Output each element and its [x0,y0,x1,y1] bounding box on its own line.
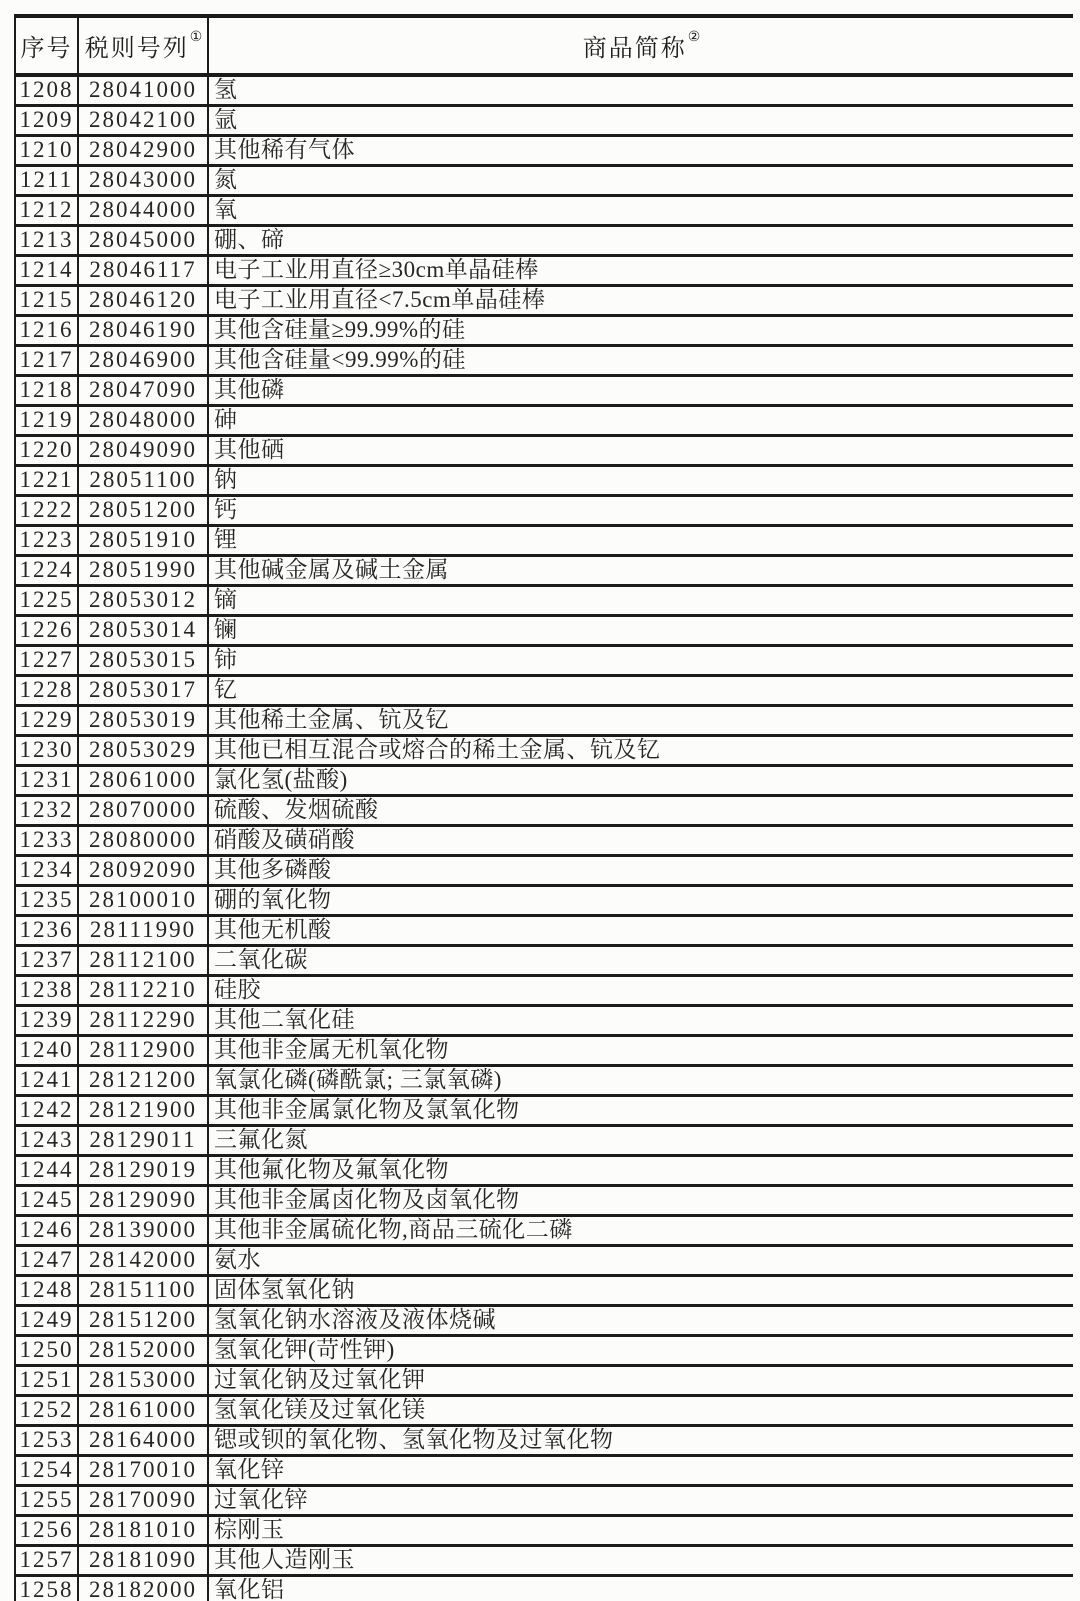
cell-name: 钇 [208,676,1073,706]
cell-seq: 1225 [15,586,78,616]
cell-name: 硼的氧化物 [208,886,1073,916]
table-row [15,796,1073,826]
cell-code: 28100010 [78,886,208,916]
table-row [15,496,1073,526]
cell-name: 氧氯化磷(磷酰氯; 三氯氧磷) [208,1066,1073,1096]
cell-seq: 1242 [15,1096,78,1126]
cell-name: 氢氧化钾(苛性钾) [208,1336,1073,1366]
cell-seq: 1258 [15,1576,78,1601]
cell-code: 28151100 [78,1276,208,1306]
cell-seq: 1239 [15,1006,78,1036]
cell-code: 28053029 [78,736,208,766]
table-header-row [15,16,1073,75]
cell-name: 砷 [208,406,1073,436]
table-row [15,1426,1073,1456]
cell-code: 28153000 [78,1366,208,1396]
cell-seq: 1216 [15,316,78,346]
cell-seq: 1243 [15,1126,78,1156]
cell-name: 钠 [208,466,1073,496]
cell-name: 氯化氢(盐酸) [208,766,1073,796]
table-row [15,556,1073,586]
cell-name: 氩 [208,106,1073,136]
cell-seq: 1250 [15,1336,78,1366]
cell-code: 28112290 [78,1006,208,1036]
cell-code: 28051990 [78,556,208,586]
cell-code: 28045000 [78,226,208,256]
cell-code: 28046117 [78,256,208,286]
cell-name: 其他非金属无机氧化物 [208,1036,1073,1066]
cell-seq: 1209 [15,106,78,136]
cell-code: 28053014 [78,616,208,646]
cell-seq: 1228 [15,676,78,706]
cell-name: 电子工业用直径<7.5cm单晶硅棒 [208,286,1073,316]
table-row [15,1336,1073,1366]
table-row [15,676,1073,706]
table-row [15,376,1073,406]
cell-name: 其他已相互混合或熔合的稀土金属、钪及钇 [208,736,1073,766]
cell-code: 28046900 [78,346,208,376]
table-row [15,286,1073,316]
table-row [15,1486,1073,1516]
cell-seq: 1237 [15,946,78,976]
cell-name: 硫酸、发烟硫酸 [208,796,1073,826]
cell-code: 28041000 [78,75,208,106]
table-row [15,1096,1073,1126]
cell-seq: 1255 [15,1486,78,1516]
cell-seq: 1246 [15,1216,78,1246]
cell-seq: 1252 [15,1396,78,1426]
cell-seq: 1257 [15,1546,78,1576]
footnote-marker-1: ① [189,30,203,45]
cell-code: 28051910 [78,526,208,556]
table-row [15,436,1073,466]
cell-code: 28044000 [78,196,208,226]
table-row [15,1036,1073,1066]
cell-code: 28051100 [78,466,208,496]
cell-name: 棕刚玉 [208,1516,1073,1546]
cell-seq: 1253 [15,1426,78,1456]
table-row [15,976,1073,1006]
cell-code: 28139000 [78,1216,208,1246]
cell-code: 28151200 [78,1306,208,1336]
cell-name: 其他稀有气体 [208,136,1073,166]
cell-code: 28182000 [78,1576,208,1601]
cell-seq: 1217 [15,346,78,376]
cell-code: 28092090 [78,856,208,886]
cell-name: 其他含硅量<99.99%的硅 [208,346,1073,376]
col-header-name-label: 商品简称 [582,36,687,62]
cell-code: 28111990 [78,916,208,946]
cell-code: 28047090 [78,376,208,406]
cell-name: 锶或钡的氧化物、氢氧化物及过氧化物 [208,1426,1073,1456]
cell-name: 其他氟化物及氟氧化物 [208,1156,1073,1186]
cell-name: 氢氧化钠水溶液及液体烧碱 [208,1306,1073,1336]
cell-code: 28053012 [78,586,208,616]
cell-code: 28048000 [78,406,208,436]
cell-seq: 1223 [15,526,78,556]
cell-code: 28112100 [78,946,208,976]
cell-code: 28053015 [78,646,208,676]
cell-name: 镧 [208,616,1073,646]
table-row [15,226,1073,256]
tariff-table [14,14,1073,1601]
table-row [15,406,1073,436]
col-header-seq-label: 序号 [20,36,73,62]
cell-seq: 1247 [15,1246,78,1276]
table-row [15,316,1073,346]
cell-code: 28053017 [78,676,208,706]
table-row [15,75,1073,106]
cell-code: 28112210 [78,976,208,1006]
cell-code: 28129019 [78,1156,208,1186]
cell-code: 28051200 [78,496,208,526]
cell-code: 28181010 [78,1516,208,1546]
table-row [15,166,1073,196]
cell-code: 28042900 [78,136,208,166]
col-header-code [78,16,208,75]
cell-name: 过氧化钠及过氧化钾 [208,1366,1073,1396]
cell-seq: 1226 [15,616,78,646]
cell-seq: 1241 [15,1066,78,1096]
cell-seq: 1218 [15,376,78,406]
table-row [15,586,1073,616]
cell-name: 硅胶 [208,976,1073,1006]
cell-code: 28121900 [78,1096,208,1126]
cell-name: 固体氢氧化钠 [208,1276,1073,1306]
cell-name: 其他磷 [208,376,1073,406]
cell-code: 28070000 [78,796,208,826]
cell-seq: 1219 [15,406,78,436]
table-row [15,736,1073,766]
cell-name: 其他多磷酸 [208,856,1073,886]
cell-seq: 1213 [15,226,78,256]
cell-name: 钙 [208,496,1073,526]
cell-seq: 1234 [15,856,78,886]
table-row [15,1006,1073,1036]
cell-name: 其他无机酸 [208,916,1073,946]
cell-seq: 1256 [15,1516,78,1546]
cell-seq: 1221 [15,466,78,496]
cell-code: 28043000 [78,166,208,196]
table-row [15,1456,1073,1486]
cell-seq: 1249 [15,1306,78,1336]
cell-name: 其他非金属氯化物及氯氧化物 [208,1096,1073,1126]
cell-seq: 1222 [15,496,78,526]
table-row [15,1246,1073,1276]
cell-code: 28164000 [78,1426,208,1456]
cell-name: 过氧化锌 [208,1486,1073,1516]
cell-name: 硼、碲 [208,226,1073,256]
table-row [15,826,1073,856]
table-row [15,346,1073,376]
cell-name: 其他稀土金属、钪及钇 [208,706,1073,736]
cell-seq: 1254 [15,1456,78,1486]
table-row [15,1186,1073,1216]
cell-name: 氢氧化镁及过氧化镁 [208,1396,1073,1426]
cell-seq: 1233 [15,826,78,856]
cell-seq: 1235 [15,886,78,916]
table-row [15,856,1073,886]
cell-code: 28129090 [78,1186,208,1216]
cell-seq: 1251 [15,1366,78,1396]
cell-name: 其他非金属卤化物及卤氧化物 [208,1186,1073,1216]
cell-seq: 1232 [15,796,78,826]
table-body [15,75,1073,1601]
cell-name: 氨水 [208,1246,1073,1276]
table-row [15,1216,1073,1246]
cell-code: 28142000 [78,1246,208,1276]
cell-seq: 1214 [15,256,78,286]
table-row [15,466,1073,496]
cell-name: 三氟化氮 [208,1126,1073,1156]
table-row [15,1396,1073,1426]
cell-name: 二氧化碳 [208,946,1073,976]
cell-seq: 1215 [15,286,78,316]
table-row [15,946,1073,976]
table-row [15,1126,1073,1156]
table-row [15,1066,1073,1096]
cell-seq: 1240 [15,1036,78,1066]
table-row [15,526,1073,556]
table-row [15,136,1073,166]
cell-code: 28161000 [78,1396,208,1426]
col-header-seq [15,16,78,75]
table-row [15,1576,1073,1601]
col-header-name [208,16,1073,75]
cell-code: 28181090 [78,1546,208,1576]
cell-name: 硝酸及磺硝酸 [208,826,1073,856]
cell-seq: 1244 [15,1156,78,1186]
cell-name: 氧化铝 [208,1576,1073,1601]
table-row [15,1366,1073,1396]
cell-name: 氢 [208,75,1073,106]
cell-name: 镝 [208,586,1073,616]
cell-seq: 1230 [15,736,78,766]
table-row [15,616,1073,646]
cell-code: 28152000 [78,1336,208,1366]
cell-name: 其他硒 [208,436,1073,466]
cell-name: 其他二氧化硅 [208,1006,1073,1036]
table-row [15,886,1073,916]
cell-name: 锂 [208,526,1073,556]
table-row [15,1516,1073,1546]
cell-code: 28061000 [78,766,208,796]
cell-code: 28046120 [78,286,208,316]
cell-name: 氧 [208,196,1073,226]
cell-code: 28046190 [78,316,208,346]
footnote-marker-2: ② [687,30,701,45]
table-row [15,196,1073,226]
cell-name: 铈 [208,646,1073,676]
table-row [15,1306,1073,1336]
table-row [15,916,1073,946]
col-header-code-label: 税则号列 [84,36,189,62]
cell-seq: 1227 [15,646,78,676]
table-row [15,646,1073,676]
cell-seq: 1229 [15,706,78,736]
cell-code: 28112900 [78,1036,208,1066]
table-row [15,1156,1073,1186]
cell-name: 电子工业用直径≥30cm单晶硅棒 [208,256,1073,286]
cell-name: 其他人造刚玉 [208,1546,1073,1576]
cell-code: 28080000 [78,826,208,856]
cell-code: 28049090 [78,436,208,466]
table-row [15,106,1073,136]
table-row [15,766,1073,796]
cell-name: 其他碱金属及碱土金属 [208,556,1073,586]
table-row [15,706,1073,736]
cell-seq: 1236 [15,916,78,946]
table-row [15,1276,1073,1306]
cell-name: 氮 [208,166,1073,196]
cell-seq: 1220 [15,436,78,466]
table-row [15,256,1073,286]
cell-code: 28170090 [78,1486,208,1516]
cell-seq: 1208 [15,75,78,106]
cell-seq: 1224 [15,556,78,586]
cell-seq: 1238 [15,976,78,1006]
cell-seq: 1212 [15,196,78,226]
cell-seq: 1245 [15,1186,78,1216]
cell-code: 28042100 [78,106,208,136]
cell-code: 28121200 [78,1066,208,1096]
cell-seq: 1231 [15,766,78,796]
cell-code: 28129011 [78,1126,208,1156]
cell-code: 28053019 [78,706,208,736]
cell-name: 氧化锌 [208,1456,1073,1486]
cell-name: 其他非金属硫化物,商品三硫化二磷 [208,1216,1073,1246]
cell-code: 28170010 [78,1456,208,1486]
cell-seq: 1211 [15,166,78,196]
cell-seq: 1210 [15,136,78,166]
table-row [15,1546,1073,1576]
cell-seq: 1248 [15,1276,78,1306]
cell-name: 其他含硅量≥99.99%的硅 [208,316,1073,346]
